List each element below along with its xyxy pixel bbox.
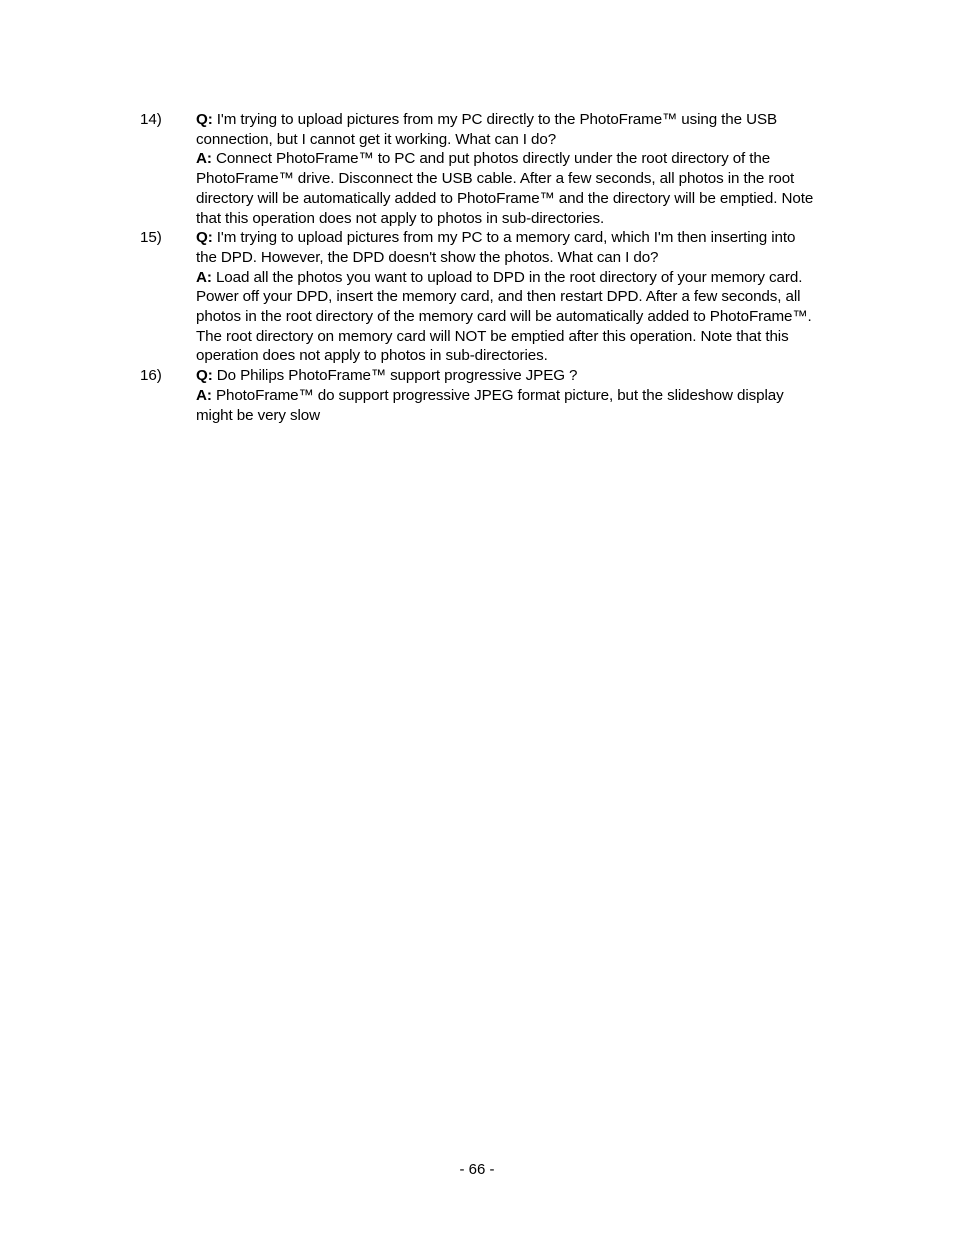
faq-number: 14) bbox=[140, 111, 162, 128]
page-number: - 66 - bbox=[459, 1161, 495, 1178]
faq-item-16 bbox=[140, 366, 820, 425]
answer-text: Load all the photos you want to upload to DPD in the root directory of your memory card. Power off your DPD, insert the memory card, and then restart DPD. After a few seconds, all photos in the root directory of the memory card will be automatically added to PhotoFrame™. The root directory on memory card will NOT be emptied after this operation. Note that this operation does not apply to photos in sub-directories. bbox=[196, 268, 812, 365]
faq-item-15 bbox=[140, 228, 820, 366]
faq-list bbox=[140, 110, 820, 425]
answer-label: A: bbox=[196, 150, 212, 168]
answer-label: A: bbox=[196, 268, 212, 286]
question-label: Q: bbox=[196, 367, 213, 385]
question-label: Q: bbox=[196, 229, 213, 247]
faq-answer bbox=[196, 268, 820, 367]
question-label: Q: bbox=[196, 111, 213, 128]
faq-question bbox=[196, 110, 820, 149]
faq-number: 15) bbox=[140, 229, 162, 247]
faq-question bbox=[196, 366, 820, 386]
faq-answer bbox=[196, 386, 820, 425]
faq-answer bbox=[196, 149, 820, 228]
answer-text: PhotoFrame™ do support progressive JPEG format picture, but the slideshow display might be very slow bbox=[196, 386, 784, 424]
answer-text: Connect PhotoFrame™ to PC and put photos directly under the root directory of the PhotoFrame™ drive. Disconnect the USB cable. After a few seconds, all photos in the root directory will be automatically added to PhotoFrame™ and the directory will be emptied. Note that this operation does not apply to photos in sub-directories. bbox=[196, 150, 814, 227]
faq-number: 16) bbox=[140, 367, 162, 385]
faq-item-14 bbox=[140, 110, 820, 228]
question-text: I'm trying to upload pictures from my PC directly to the PhotoFrame™ using the USB connection, but I cannot get it working. What can I do? bbox=[196, 111, 778, 148]
question-text: I'm trying to upload pictures from my PC to a memory card, which I'm then inserting into the DPD. However, the DPD doesn't show the photos. What can I do? bbox=[196, 229, 796, 266]
question-text: Do Philips PhotoFrame™ support progressive JPEG ? bbox=[216, 367, 578, 385]
answer-label: A: bbox=[196, 386, 212, 404]
faq-question bbox=[196, 228, 820, 267]
